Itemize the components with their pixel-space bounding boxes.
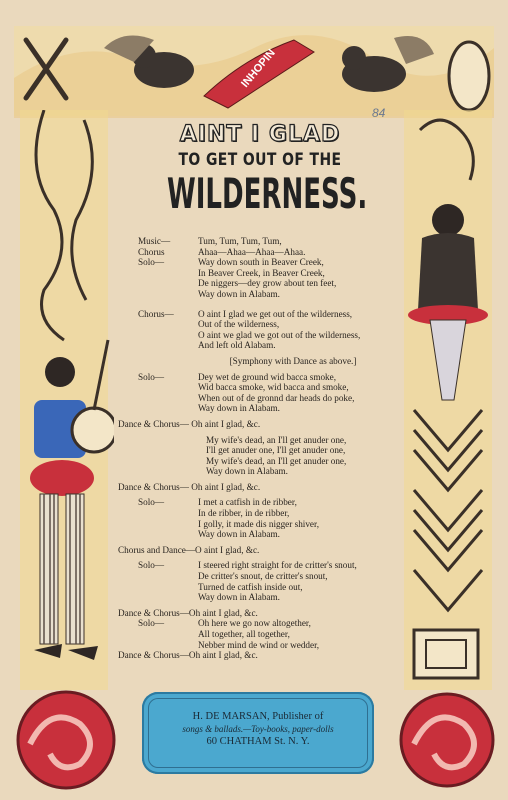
lyric-line: Way down in Alabam. (198, 529, 280, 540)
lyric-line: De niggers—dey grow about ten feet, (198, 278, 337, 289)
top-banner-illustration (14, 18, 494, 118)
verse-music (118, 236, 408, 247)
verse-solo-3 (118, 497, 408, 539)
verse-label: Solo— (138, 257, 165, 268)
lyric-line: I met a catfish in de ribber, (198, 497, 297, 508)
verse-label: Solo— (138, 560, 165, 571)
lyric-line: Nebber mind de wind or wedder, (198, 639, 320, 650)
tambourine-icon (449, 42, 489, 110)
red-sash (30, 460, 94, 496)
lyric-line: And left old Alabam. (198, 340, 276, 351)
song-title-line-1: AINT I GLAD (179, 122, 341, 147)
publisher-products: songs & ballads.—Toy-books, paper-dolls (182, 724, 334, 734)
lyric-line: I golly, it made dis nigger shiver, (198, 518, 320, 529)
lyric-line: Way down in Alabam. (198, 592, 280, 603)
publisher-name: H. DE MARSAN, Publisher of (192, 711, 324, 722)
lyric-line: I steered right straight for de critter's snout, (198, 560, 357, 571)
lyric-line: All together, all together, (198, 629, 290, 639)
song-title-line-2: TO GET OUT OF THE (178, 150, 342, 170)
verse-solo-4 (118, 560, 408, 602)
verse-chorus-1 (118, 309, 408, 351)
dance-chorus-line: Dance & Chorus—Oh aint I glad, &c. (118, 650, 258, 661)
crate-icon (414, 630, 478, 678)
verse-chorus-intro (118, 247, 408, 258)
lyric-line: O aint we glad we got out of the wilderness, (198, 329, 361, 340)
lyric-line: Out of the wilderness, (198, 319, 280, 330)
lyric-line: When out of de gronnd dar heads do poke, (198, 392, 355, 403)
chorus-dance-line: Chorus and Dance—O aint I glad, &c. (118, 544, 260, 555)
lyric-line: My wife's dead, an I'll get anuder one, (206, 455, 347, 466)
left-border-banjo-player (14, 110, 114, 690)
lyric-line: Way down in Alabam. (206, 466, 288, 477)
lyric-line: Oh here we go now altogether, (198, 618, 311, 629)
verse-label: Solo— (138, 371, 165, 382)
lyric-line: My wife's dead, an I'll get anuder one, (206, 434, 347, 445)
dance-chorus-line: Dance & Chorus—Oh aint I glad, &c. (118, 607, 258, 618)
lyric-line: O aint I glad we get out of the wilderness, (198, 308, 353, 319)
lyric-line: Way down in Alabam. (198, 288, 280, 299)
dance-chorus-line: Dance & Chorus— Oh aint I glad, &c. (118, 481, 261, 492)
song-lyrics (118, 236, 408, 661)
dance-chorus-line: Dance & Chorus— Oh aint I glad, &c. (118, 418, 261, 429)
rosette-ornament-right (394, 684, 500, 794)
lyric-line: I'll get anuder one, I'll get anuder one, (206, 445, 346, 456)
verse-solo-5 (118, 618, 408, 650)
lyric-line: Tum, Tum, Tum, Tum, (198, 236, 282, 246)
publisher-address: 60 CHATHAM St. N. Y. (206, 736, 310, 747)
lyric-line: Wid bacca smoke, wid bacca and smoke, (198, 382, 349, 393)
symphony-note: [Symphony with Dance as above.] (229, 355, 357, 366)
ink-catalog-number: 84 (372, 106, 386, 120)
verse-solo-1 (118, 257, 408, 299)
lyric-line: Turned de catfish inside out, (198, 581, 303, 592)
verse-label: Music— (138, 236, 171, 246)
lyric-line: Dey wet de ground wid bacca smoke, (198, 371, 337, 382)
lyric-line: Ahaa—Ahaa—Ahaa—Ahaa. (198, 246, 306, 257)
banjo-icon (72, 408, 114, 452)
lyric-line: Way down in Alabam. (198, 403, 280, 414)
verse-3 (118, 435, 408, 477)
lyric-line: In de ribber, in de ribber, (198, 508, 290, 519)
lyric-line: In Beaver Creek, in Beaver Creek, (198, 267, 325, 278)
right-border-figure-lattice (400, 110, 496, 690)
verse-label: Chorus (138, 246, 165, 257)
song-title-line-3: WILDERNESS. (167, 169, 368, 218)
rosette-ornament-left (10, 684, 122, 794)
lyric-line: De critter's snout, de critter's snout, (198, 571, 328, 582)
lyric-line: Way down south in Beaver Creek, (198, 257, 324, 268)
verse-label: Solo— (138, 497, 165, 508)
verse-label: Solo— (138, 618, 165, 629)
svg-text:INHOPIN: INHOPIN (239, 47, 278, 90)
verse-label: Chorus— (138, 308, 174, 319)
verse-solo-2 (118, 372, 408, 414)
